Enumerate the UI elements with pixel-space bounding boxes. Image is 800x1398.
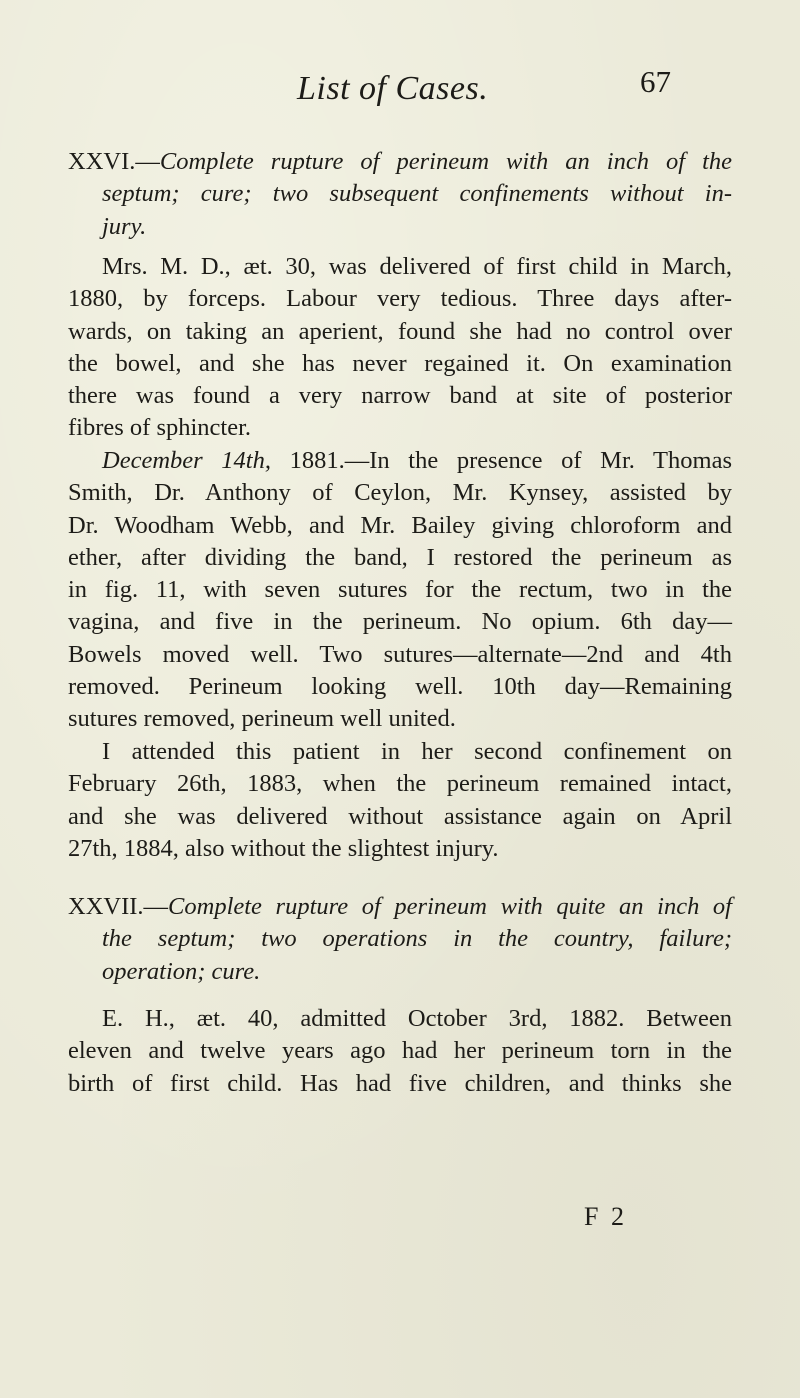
text-line: eleven and twelve years ago had her perineum torn in the	[68, 1037, 732, 1065]
case-27-heading-line-3: operation; cure.	[102, 957, 261, 985]
text-line: I attended this patient in her second confinement on	[102, 738, 732, 765]
operation-date: December 14th,	[102, 447, 271, 474]
text-line: in fig. 11, with seven sutures for the rectum, two in the	[68, 576, 732, 604]
case-26-title-text: Complete rupture of perineum with an inch of the	[159, 148, 732, 175]
page-number: 67	[640, 64, 671, 99]
case-27-heading-line-2: the septum; two operations in the country, failure;	[102, 925, 732, 953]
text-line: removed. Perineum looking well. 10th day—Remaining	[68, 673, 732, 701]
text-line: 27th, 1884, also without the slightest injury.	[68, 834, 499, 862]
case-26-paragraph-3	[68, 736, 732, 865]
case-27-heading-line-1	[68, 891, 732, 923]
text-span: 1881.—In the presence of Mr. Thomas	[270, 447, 732, 474]
text-line: Mrs. M. D., æt. 30, was delivered of first child in March,	[102, 253, 732, 280]
running-header-title: List of Cases.	[297, 70, 489, 107]
text-line: the bowel, and she has never regained it. On examination	[68, 349, 732, 377]
text-line: ether, after dividing the band, I restored the perineum as	[68, 543, 732, 571]
case-26-paragraph-2	[68, 445, 732, 736]
printer-signature-mark: F 2	[584, 1202, 627, 1231]
text-line: Dr. Woodham Webb, and Mr. Bailey giving chloroform and	[68, 511, 732, 539]
text-line: there was found a very narrow band at site of posterior	[68, 382, 732, 410]
case-27-title-text: Complete rupture of perineum with quite an inch of	[168, 893, 732, 920]
text-line: February 26th, 1883, when the perineum remained intact,	[68, 770, 732, 798]
text-line: and she was delivered without assistance again on April	[68, 802, 732, 830]
case-26-heading-line-3: jury.	[102, 212, 147, 240]
text-line: sutures removed, perineum well united.	[68, 705, 456, 733]
text-line: birth of first child. Has had five children, and thinks she	[68, 1069, 732, 1097]
text-line: E. H., æt. 40, admitted October 3rd, 1882. Between	[102, 1005, 732, 1032]
case-26-heading-line-2: septum; cure; two subsequent confinements without in-	[102, 180, 732, 208]
text-line: fibres of sphincter.	[68, 414, 252, 442]
case-26-numeral: XXVI.—	[68, 148, 160, 175]
text-line: vagina, and five in the perineum. No opium. 6th day—	[68, 608, 732, 636]
case-26-paragraph-1	[68, 251, 732, 445]
case-26-heading-line-1	[68, 146, 732, 178]
text-line: Bowels moved well. Two sutures—alternate—2nd and 4th	[68, 640, 732, 668]
case-26-heading	[68, 146, 732, 243]
case-27-paragraph-1	[68, 1003, 732, 1100]
case-27-numeral: XXVII.—	[68, 893, 169, 920]
text-line: Smith, Dr. Anthony of Ceylon, Mr. Kynsey, assisted by	[68, 479, 732, 507]
text-line	[68, 445, 732, 477]
text-line: wards, on taking an aperient, found she had no control over	[68, 317, 732, 345]
case-27-heading	[68, 891, 732, 988]
text-line: 1880, by forceps. Labour very tedious. Three days after-	[68, 285, 732, 313]
